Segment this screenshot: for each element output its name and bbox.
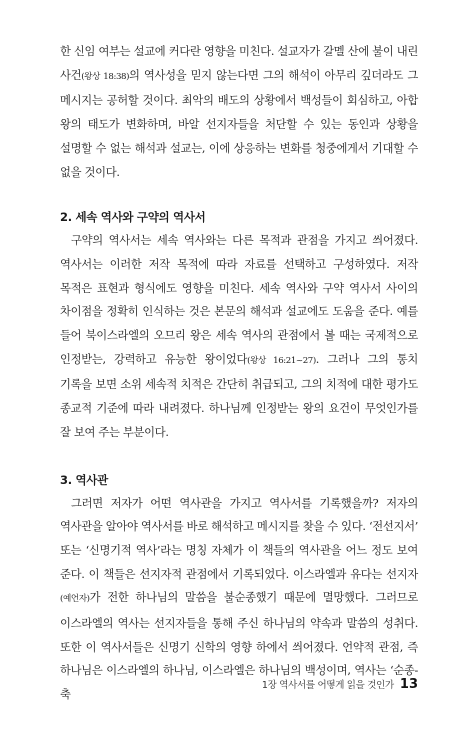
scripture-reference: (왕상 18:38) (81, 71, 130, 82)
intro-text: 한 신임 여부는 설교에 커다란 영향을 미친다. 설교자가 갈멜 산에 불이 내린 사건 (60, 45, 418, 82)
page-number: 13 (399, 677, 418, 692)
page-footer (262, 677, 418, 692)
section-heading-view-of-history: 3. 역사관 (60, 472, 108, 487)
section-spacer (60, 184, 418, 206)
section-3-paragraph (60, 492, 418, 707)
section-spacer (60, 445, 418, 469)
section-2-paragraph (60, 229, 418, 444)
section-3-text: 그러면 저자가 어떤 역사관을 가지고 역사서를 기록했을까? 저자의 역사관을 알아야 역사서를 바로 해석하고 메시지를 찾을 수 있다. ‘전선지서’ 또는 ‘신명기적 역사’라는 명칭 자체가 이 책들의 역사관을 어느 정도 보여 준다. 이 책들은 선지자적 관점에서 기록되었다. 이스라엘과 유다는 선지자 (60, 496, 418, 581)
running-title: 1장 역사서를 어떻게 읽을 것인가 (261, 680, 394, 691)
section-3-text-continued: 가 전한 하나님의 말씀을 불순종했기 때문에 멸망했다. 그러므로 이스라엘의 역사는 선지자들을 통해 주신 하나님의 약속과 말씀의 성취다. 또한 이 역사서들은 신명기 신학의 영향 하에서 씌어졌다. 언약적 관점, 즉 하나님은 이스라엘의 하나님, 이스라엘은 하나님의 백성이며, 역사는 ‘순종-축 (60, 591, 418, 702)
section-heading-secular-history: 2. 세속 역사와 구약의 역사서 (60, 210, 206, 225)
section-2-text: 구약의 역사서는 세속 역사와는 다른 목적과 관점을 가지고 씌어졌다. 역사서는 이러한 저작 목적에 따라 자료를 선택하고 구성하였다. 저작 목적은 표현과 형식에도 영향을 미친다. 세속 역사와 구약 역사서 사이의 차이점을 정확히 인식하는 것은 본문의 해석과 설교에도 도움을 준다. 예를 들어 북이스라엘의 오므리 왕은 세속 역사의 관점에서 볼 때는 국제적으로 인정받는, 강력하고 유능한 왕이었다 (60, 234, 418, 366)
section-2-text-continued: . 그러나 그의 통치 기록을 보면 소위 세속적 치적은 간단히 취급되고, 그의 치적에 대한 평가도 종교적 기준에 따라 내려졌다. 하나님께 인정받는 왕의 요건이 무엇인가를 잘 보여 주는 부분이다. (60, 352, 419, 439)
intro-paragraph (60, 40, 418, 184)
intro-text-continued: 의 역사성을 믿지 않는다면 그의 해석이 아무리 깊더라도 그 메시지는 공허할 것이다. 최악의 배도의 상황에서 백성들이 회심하고, 아합 왕의 태도가 변화하며, 바알 선지자들을 처단할 수 있는 동인과 상황을 설명할 수 없는 해석과 설교는, 이에 상응하는 변화를 청중에게서 기대할 수 없을 것이다. (60, 68, 418, 179)
page-body (60, 40, 418, 707)
parenthetical-note: (예언자) (60, 594, 90, 605)
scripture-reference: (왕상 16:21~27) (247, 355, 316, 366)
